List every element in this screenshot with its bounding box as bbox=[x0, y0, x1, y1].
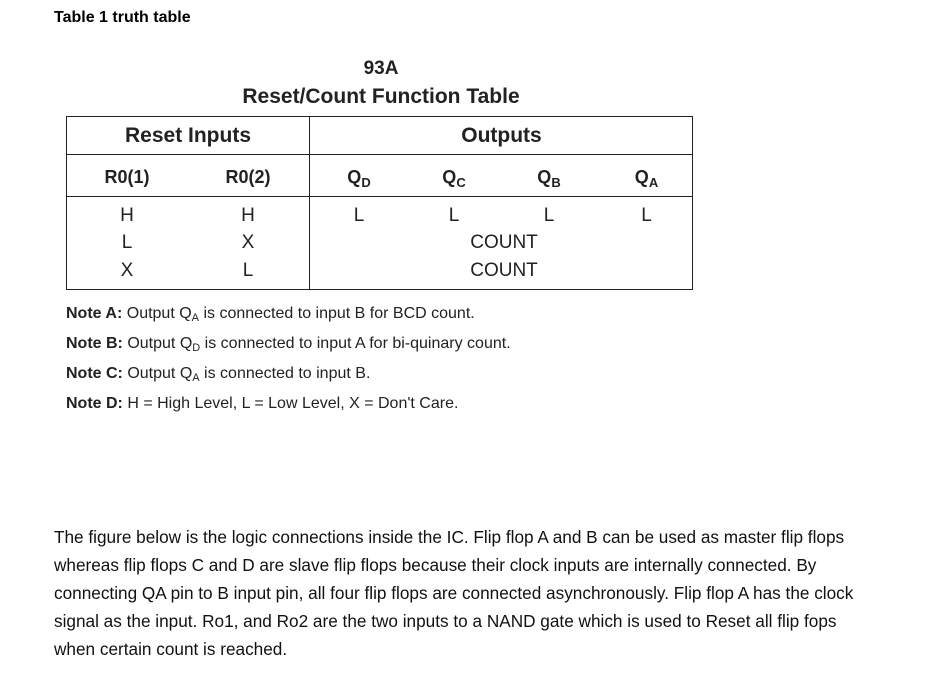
table-cell-r02: H bbox=[241, 205, 255, 226]
table-cell-outputs: COUNT bbox=[470, 260, 538, 281]
notes bbox=[66, 302, 511, 422]
column-qc: $Q_C$ bbox=[442, 167, 466, 190]
table-cell-outputs: COUNT bbox=[470, 232, 538, 253]
header-outputs: Outputs bbox=[461, 124, 542, 147]
table-caption: Table 1 truth table bbox=[54, 9, 191, 26]
note-d: Note D: H = High Level, L = Low Level, X = Don't Care. bbox=[66, 395, 459, 412]
body-divider bbox=[67, 196, 692, 197]
table-cell-qb: L bbox=[543, 205, 555, 226]
column-qd: $Q_D$ bbox=[347, 167, 371, 190]
note-c: Note C: Output $Q_A$ is connected to input B. bbox=[66, 365, 371, 384]
table-cell-r01: H bbox=[120, 205, 134, 226]
table-cell-r02: L bbox=[242, 260, 254, 281]
column-qb: $Q_B$ bbox=[537, 167, 561, 190]
note-label: Note B: bbox=[66, 335, 123, 352]
table-cell-r02: X bbox=[241, 232, 255, 253]
column-r01: R0(1) bbox=[104, 167, 150, 187]
column-qa: $Q_A$ bbox=[634, 167, 659, 190]
note-a: Note A: Output $Q_A$ is connected to input B for BCD count. bbox=[66, 305, 475, 324]
note-label: Note A: bbox=[66, 305, 123, 322]
table-cell-qd: L bbox=[353, 205, 365, 226]
body-paragraph: The figure below is the logic connections inside the IC. Flip flop A and B can be used as master flip flops whereas flip flops C and D are slave flip flops because their clock inputs are internally connected. By connecting QA pin to B input pin, all four flip flops are connected asynchronously. Flip flop A has the clock signal as the input. Ro1, and Ro2 are the two inputs to a NAND gate which is used to Reset all flip fops when certain count is reached. bbox=[54, 527, 854, 659]
table-cell-qc: L bbox=[448, 205, 460, 226]
column-r02: R0(2) bbox=[225, 167, 271, 187]
header-divider bbox=[67, 154, 692, 155]
table-cell-r01: L bbox=[121, 232, 133, 253]
table-cell-r01: X bbox=[120, 260, 134, 281]
figure-title: Reset/Count Function Table bbox=[242, 85, 520, 108]
truth-table bbox=[66, 116, 693, 290]
table-cell-qa: L bbox=[641, 205, 652, 226]
header-reset-inputs: Reset Inputs bbox=[124, 124, 252, 147]
note-label: Note D: bbox=[66, 395, 123, 412]
note-label: Note C: bbox=[66, 365, 123, 382]
note-b: Note B: Output $Q_D$ is connected to input A for bi-quinary count. bbox=[66, 335, 511, 354]
figure-code: 93A bbox=[363, 58, 399, 79]
